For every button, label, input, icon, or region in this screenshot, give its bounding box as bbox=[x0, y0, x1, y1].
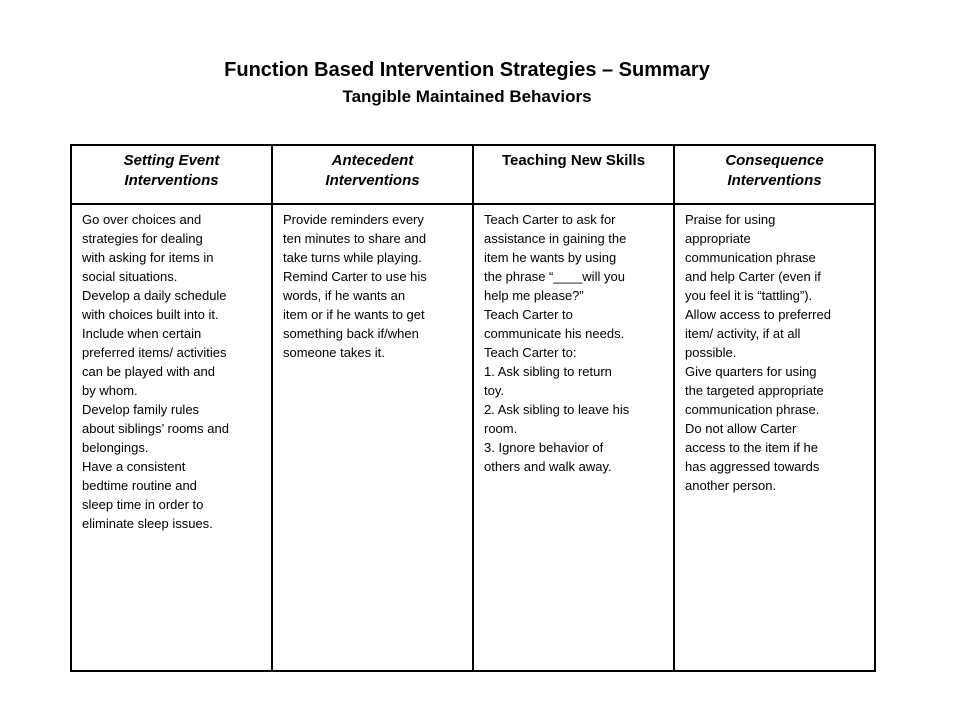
cell-text-line: sleep time in order to bbox=[82, 497, 204, 512]
cell-text-line: the targeted appropriate bbox=[685, 383, 824, 398]
summary-table bbox=[70, 144, 876, 672]
header-line: Interventions bbox=[124, 172, 219, 189]
header-setting-event-interventions bbox=[71, 145, 272, 204]
cell-antecedent-interventions bbox=[272, 204, 473, 671]
cell-text-line: Do not allow Carter bbox=[685, 421, 797, 436]
cell-text-line: take turns while playing. bbox=[283, 250, 422, 265]
cell-text-line: item/ activity, if at all bbox=[685, 326, 801, 341]
cell-text-line: Teach Carter to ask for bbox=[484, 212, 616, 227]
cell-text-line: has aggressed towards bbox=[685, 459, 820, 474]
cell-setting-event-interventions bbox=[71, 204, 272, 671]
cell-text-line: bedtime routine and bbox=[82, 478, 197, 493]
cell-text-line: with asking for items in bbox=[82, 250, 214, 265]
cell-text-line: communication phrase. bbox=[685, 402, 820, 417]
content-row bbox=[71, 204, 875, 671]
cell-text-line: Praise for using bbox=[685, 212, 776, 227]
cell-text-line: preferred items/ activities bbox=[82, 345, 227, 360]
cell-text-line: and help Carter (even if bbox=[685, 269, 821, 284]
cell-text-line: room. bbox=[484, 421, 518, 436]
cell-text-line: another person. bbox=[685, 478, 777, 493]
cell-text-line: Include when certain bbox=[82, 326, 202, 341]
cell-text-line: by whom. bbox=[82, 383, 138, 398]
cell-text-line: Develop a daily schedule bbox=[82, 288, 227, 303]
cell-text-line: with choices built into it. bbox=[82, 307, 219, 322]
header-line: Consequence bbox=[725, 152, 824, 169]
cell-text-line: access to the item if he bbox=[685, 440, 818, 455]
cell-text-line: assistance in gaining the bbox=[484, 231, 627, 246]
header-antecedent-interventions bbox=[272, 145, 473, 204]
cell-text-line: social situations. bbox=[82, 269, 178, 284]
header-line: Teaching New Skills bbox=[501, 152, 646, 169]
cell-text-line: about siblings’ rooms and bbox=[82, 421, 229, 436]
cell-text-line: Go over choices and bbox=[82, 212, 202, 227]
cell-text-line: Teach Carter to: bbox=[484, 345, 577, 360]
cell-text-line: appropriate bbox=[685, 231, 751, 246]
cell-text-line: belongings. bbox=[82, 440, 149, 455]
cell-text-line: 3. Ignore behavior of bbox=[484, 440, 604, 455]
cell-text-line: possible. bbox=[685, 345, 737, 360]
cell-text-line: Have a consistent bbox=[82, 459, 186, 474]
cell-text-line: communication phrase bbox=[685, 250, 816, 265]
cell-teaching-new-skills bbox=[473, 204, 674, 671]
cell-text-line: something back if/when bbox=[283, 326, 419, 341]
cell-text-line: help me please?” bbox=[484, 288, 584, 303]
cell-text-line: Remind Carter to use his bbox=[283, 269, 427, 284]
cell-text-line: can be played with and bbox=[82, 364, 215, 379]
cell-text-line: Allow access to preferred bbox=[685, 307, 831, 322]
cell-text-line: 1. Ask sibling to return bbox=[484, 364, 612, 379]
cell-text-line: eliminate sleep issues. bbox=[82, 516, 213, 531]
cell-text-line: Give quarters for using bbox=[685, 364, 817, 379]
cell-text-line: someone takes it. bbox=[283, 345, 385, 360]
cell-consequence-interventions bbox=[674, 204, 875, 671]
document-title: Function Based Intervention Strategies – Summary bbox=[224, 59, 710, 81]
header-teaching-new-skills bbox=[473, 145, 674, 204]
cell-text-line: Teach Carter to bbox=[484, 307, 573, 322]
header-consequence-interventions bbox=[674, 145, 875, 204]
cell-text-line: others and walk away. bbox=[484, 459, 612, 474]
header-line: Interventions bbox=[325, 172, 420, 189]
cell-text-line: the phrase “____will you bbox=[484, 269, 625, 284]
header-row bbox=[71, 145, 875, 204]
cell-text-line: words, if he wants an bbox=[283, 288, 406, 303]
cell-text-line: Provide reminders every bbox=[283, 212, 424, 227]
cell-text-line: ten minutes to share and bbox=[283, 231, 427, 246]
header-line: Interventions bbox=[727, 172, 822, 189]
cell-text-line: toy. bbox=[484, 383, 504, 398]
cell-text-line: communicate his needs. bbox=[484, 326, 625, 341]
cell-text-line: Develop family rules bbox=[82, 402, 200, 417]
cell-text-line: 2. Ask sibling to leave his bbox=[484, 402, 630, 417]
cell-text-line: item or if he wants to get bbox=[283, 307, 425, 322]
cell-text-line: you feel it is “tattling”). bbox=[685, 288, 813, 303]
cell-text-line: strategies for dealing bbox=[82, 231, 203, 246]
cell-text-line: item he wants by using bbox=[484, 250, 617, 265]
header-line: Setting Event bbox=[123, 152, 220, 169]
document-subtitle: Tangible Maintained Behaviors bbox=[342, 87, 592, 106]
header-line: Antecedent bbox=[331, 152, 414, 169]
